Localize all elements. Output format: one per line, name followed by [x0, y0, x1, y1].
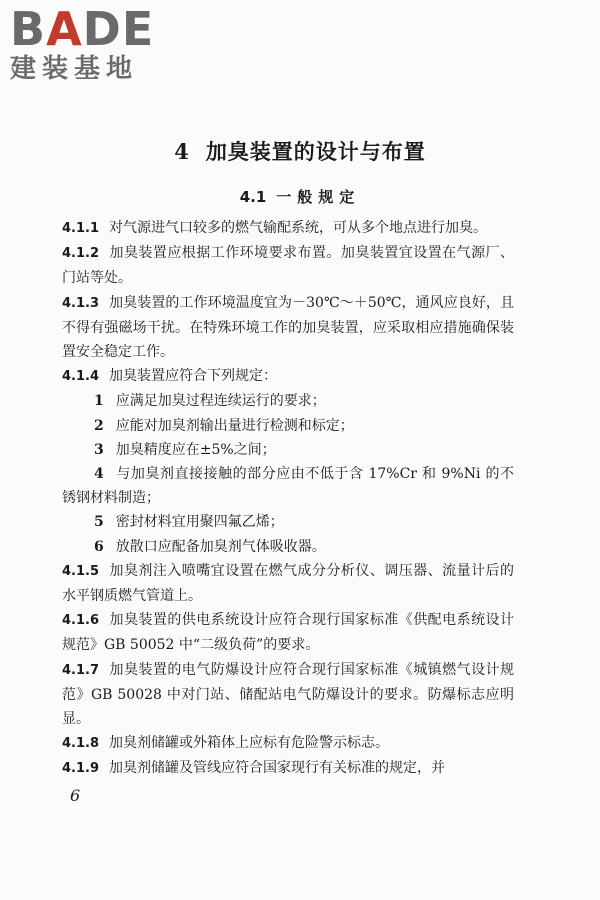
- clause-number: 4.1.9: [62, 761, 100, 777]
- item-number: 5: [94, 514, 104, 531]
- item-text: 密封材料宜用聚四氟乙烯；: [115, 514, 284, 531]
- section-title: [0, 186, 600, 207]
- item-text: 与加臭剂直接接触的部分应由不低于含 17%Cr 和 9%Ni 的不锈钢材料制造；: [62, 466, 514, 507]
- clause-number: 4.1.5: [62, 563, 100, 579]
- clause-item: [62, 414, 514, 438]
- logo-subtitle: 建装基地: [10, 54, 139, 84]
- clause-number: 4.1.2: [62, 246, 100, 262]
- clause-4-1-5: [62, 559, 514, 608]
- clause-4-1-6: [62, 608, 514, 657]
- item-text: 应满足加臭过程连续运行的要求；: [115, 393, 326, 410]
- clause-item: [62, 438, 514, 462]
- clause-4-1-7: [62, 658, 514, 732]
- item-number: 4: [94, 466, 104, 483]
- item-number: 1: [94, 393, 104, 410]
- clause-number: 4.1.7: [62, 662, 100, 678]
- clause-text: 加臭剂储罐及管线应符合国家现行有关标准的规定，并: [109, 760, 446, 777]
- chapter-title: [0, 136, 600, 166]
- clause-4-1-8: [62, 731, 514, 756]
- clause-text: 加臭剂储罐或外箱体上应标有危险警示标志。: [109, 735, 390, 752]
- watermark-logo: [10, 2, 175, 84]
- item-text: 放散口应配备加臭剂气体吸收器。: [115, 538, 326, 555]
- clause-number: 4.1.3: [62, 295, 100, 311]
- clause-text: 加臭装置应根据工作环境要求布置。加臭装置宜设置在气源厂、门站等处。: [62, 245, 514, 287]
- clause-text: 加臭装置的供电系统设计应符合现行国家标准《供配电系统设计规范》GB 50052 中“二级负荷”的要求。: [62, 612, 514, 654]
- clause-item: [62, 389, 514, 413]
- clause-number: 4.1.6: [62, 613, 100, 629]
- clause-item: [62, 462, 514, 510]
- clause-4-1-9: [62, 756, 514, 781]
- clause-text: 加臭装置的工作环境温度宜为－30℃～＋50℃，通风应良好，且不得有强磁场干扰。在特殊环境工作的加臭装置，应采取相应措施确保装置安全稳定工作。: [62, 294, 514, 361]
- clause-4-1-3: [62, 291, 514, 365]
- clause-list: [62, 216, 514, 782]
- item-number: 3: [94, 441, 104, 458]
- item-text: 应能对加臭剂输出量进行检测和标定；: [115, 417, 354, 434]
- clause-item: [62, 510, 514, 534]
- clause-text: 加臭剂注入喷嘴宜设置在燃气成分分析仪、调压器、流量计后的水平钢质燃气管道上。: [62, 562, 514, 605]
- item-number: 6: [94, 538, 104, 555]
- clause-text: 对气源进气口较多的燃气输配系统，可从多个地点进行加臭。: [109, 220, 488, 236]
- item-number: 2: [94, 417, 104, 434]
- clause-4-1-4: [62, 364, 514, 389]
- clause-number: 4.1.1: [62, 221, 100, 236]
- chapter-title-text: 加臭装置的设计与布置: [205, 139, 426, 164]
- clause-4-1-2: [62, 241, 514, 290]
- clause-text: 加臭装置应符合下列规定：: [109, 368, 278, 385]
- section-title-text: 一般规定: [276, 188, 361, 206]
- clause-4-1-1: [62, 216, 514, 241]
- clause-number: 4.1.8: [62, 736, 100, 752]
- clause-number: 4.1.4: [62, 369, 100, 385]
- page-number: 6: [70, 786, 81, 805]
- chapter-number: 4: [174, 139, 190, 164]
- item-text: 加臭精度应在±5%之间；: [115, 441, 276, 458]
- section-number: 4.1: [239, 188, 267, 206]
- clause-item: [62, 535, 514, 559]
- clause-text: 加臭装置的电气防爆设计应符合现行国家标准《城镇燃气设计规范》GB 50028 中对门站、储配站电气防爆设计的要求。防爆标志应明显。: [62, 661, 514, 728]
- logo-wordmark: BADE: [10, 2, 155, 56]
